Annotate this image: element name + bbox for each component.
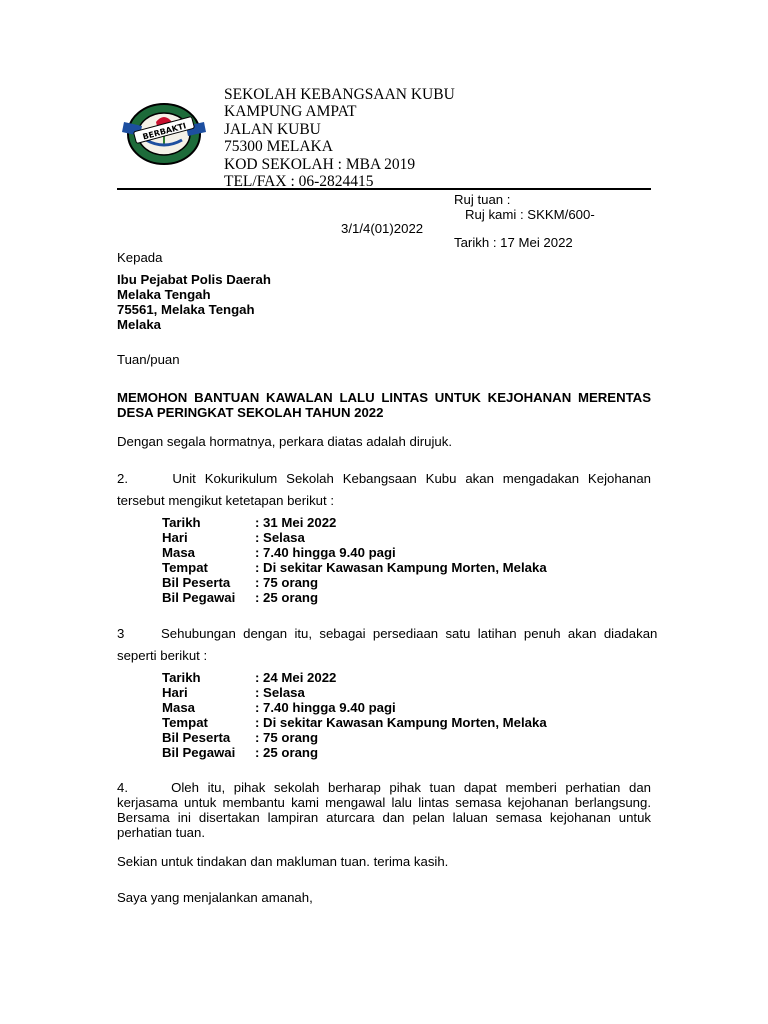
detail-value: : Di sekitar Kawasan Kampung Morten, Melaka	[255, 560, 547, 575]
detail-label: Tempat	[162, 715, 208, 730]
detail-label: Masa	[162, 700, 195, 715]
recipient-line: 75561, Melaka Tengah	[117, 302, 255, 317]
detail-label: Bil Pegawai	[162, 745, 236, 760]
detail-label: Tarikh	[162, 670, 201, 685]
recipient-line: Melaka Tengah	[117, 287, 211, 302]
detail-value: : 7.40 hingga 9.40 pagi	[255, 700, 396, 715]
letterhead-divider	[117, 188, 651, 190]
event-details-table	[162, 515, 547, 605]
detail-value: : 25 orang	[255, 745, 319, 760]
detail-label: Hari	[162, 530, 188, 545]
salutation: Tuan/puan	[117, 352, 180, 367]
detail-row	[162, 560, 547, 575]
detail-value: : 75 orang	[255, 575, 319, 590]
ref-ruj-tuan: Ruj tuan :	[454, 192, 511, 207]
detail-row	[162, 685, 547, 700]
recipient-line: Ibu Pejabat Polis Daerah	[117, 272, 271, 287]
detail-label: Hari	[162, 685, 188, 700]
paragraph-2-line-1: 2. Unit Kokurikulum Sekolah Kebangsaan Kubu akan mengadakan Kejohanan	[117, 471, 651, 486]
school-address-line: JALAN KUBU	[224, 120, 321, 138]
school-telfax: TEL/FAX : 06-2824415	[224, 173, 374, 191]
paragraph-3-line-1: 3 Sehubungan dengan itu, sebagai persediaan satu latihan penuh akan diadakan	[117, 626, 658, 641]
detail-row	[162, 575, 547, 590]
recipient-line: Melaka	[117, 317, 161, 332]
detail-label: Tarikh	[162, 515, 201, 530]
kepada-label: Kepada	[117, 250, 163, 265]
detail-row	[162, 530, 547, 545]
school-address-line: KAMPUNG AMPAT	[224, 103, 357, 121]
ref-ruj-kami: Ruj kami : SKKM/600-	[465, 207, 595, 222]
detail-row	[162, 545, 547, 560]
detail-value: : 31 Mei 2022	[255, 515, 337, 530]
detail-row	[162, 515, 547, 530]
detail-value: : Selasa	[255, 685, 305, 700]
ref-ruj-kami-continued: 3/1/4(01)2022	[341, 221, 424, 236]
detail-value: : 25 orang	[255, 590, 319, 605]
detail-value: : 75 orang	[255, 730, 319, 745]
detail-row	[162, 590, 547, 605]
detail-row	[162, 700, 547, 715]
detail-value: : Di sekitar Kawasan Kampung Morten, Melaka	[255, 715, 547, 730]
paragraph-2-line-2: tersebut mengikut ketetapan berikut :	[117, 493, 334, 508]
paragraph-3-line-2: seperti berikut :	[117, 648, 208, 663]
subject-line-2: DESA PERINGKAT SEKOLAH TAHUN 2022	[117, 405, 384, 420]
detail-label: Tempat	[162, 560, 208, 575]
logo-banner-text: BERBAKTI	[141, 121, 188, 142]
closing-paragraph: Sekian untuk tindakan dan makluman tuan. terima kasih.	[117, 854, 449, 869]
school-postcode: 75300 MELAKA	[224, 138, 333, 156]
detail-row	[162, 745, 547, 760]
paragraph-4: 4. Oleh itu, pihak sekolah berharap pihak tuan dapat memberi perhatian dan kerjasama untuk membantu kami mengawal lalu lintas semasa kejohanan berlangsung. Bersama ini disertakan lampiran aturcara dan pelan laluan semasa kejohanan untuk perhatian tuan.	[117, 780, 655, 840]
closing-phrase: Saya yang menjalankan amanah,	[117, 890, 313, 905]
detail-row	[162, 715, 547, 730]
letterhead	[224, 86, 455, 190]
subject-line-1: MEMOHON BANTUAN KAWALAN LALU LINTAS UNTUK KEJOHANAN MERENTAS	[117, 390, 651, 405]
school-code: KOD SEKOLAH : MBA 2019	[224, 155, 416, 173]
detail-value: : 24 Mei 2022	[255, 670, 337, 685]
detail-label: Bil Peserta	[162, 575, 231, 590]
detail-row	[162, 670, 547, 685]
school-name: SEKOLAH KEBANGSAAN KUBU	[224, 86, 455, 103]
detail-label: Bil Peserta	[162, 730, 231, 745]
opening-paragraph: Dengan segala hormatnya, perkara diatas adalah dirujuk.	[117, 434, 453, 449]
ref-date: Tarikh : 17 Mei 2022	[454, 235, 573, 250]
rehearsal-details-table	[162, 670, 547, 760]
detail-value: : Selasa	[255, 530, 305, 545]
detail-label: Masa	[162, 545, 195, 560]
school-logo	[116, 92, 212, 172]
detail-value: : 7.40 hingga 9.40 pagi	[255, 545, 396, 560]
detail-label: Bil Pegawai	[162, 590, 236, 605]
detail-row	[162, 730, 547, 745]
